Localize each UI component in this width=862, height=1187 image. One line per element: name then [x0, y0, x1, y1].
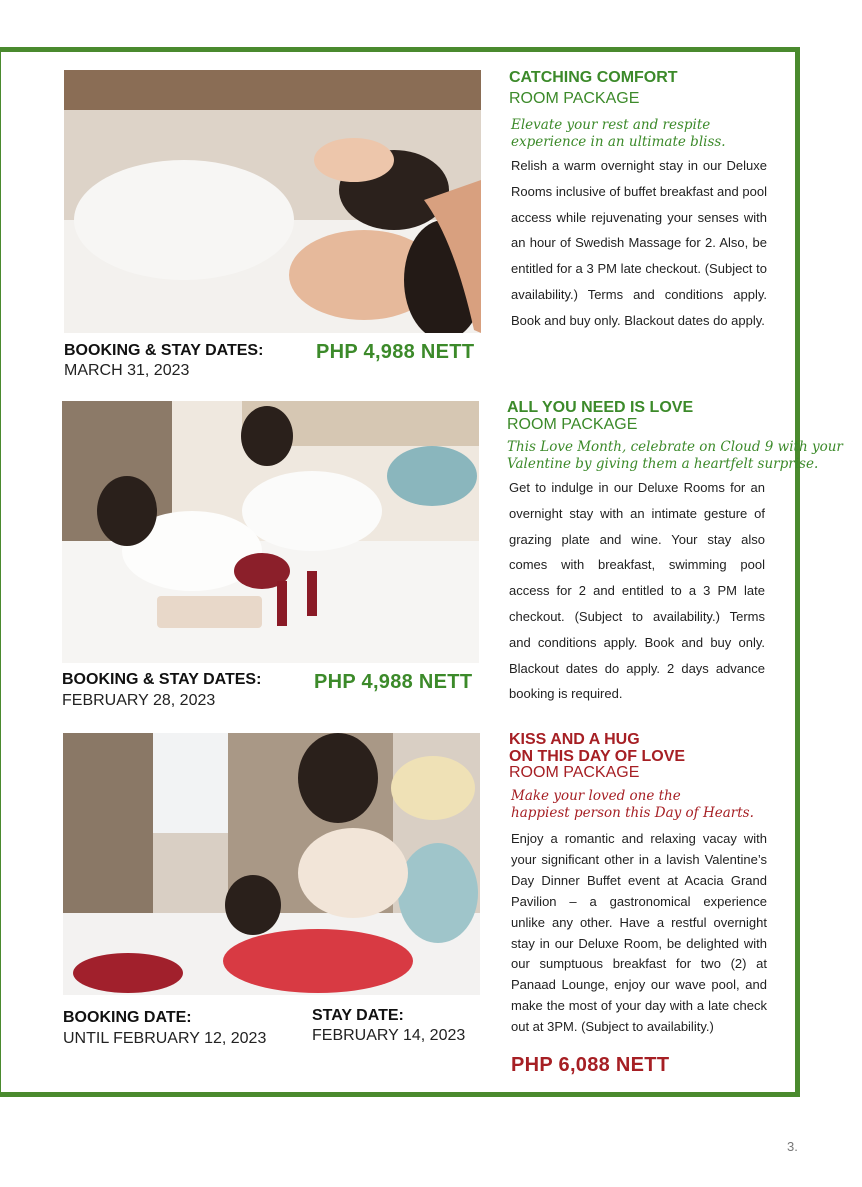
- package-1-subtitle: ROOM PACKAGE: [509, 90, 640, 107]
- package-2-dates-label: BOOKING & STAY DATES:: [62, 671, 262, 688]
- package-2-description: Get to indulge in our Deluxe Rooms for an overnight stay with an intimate gesture of grazing plate and wine. Your stay also comes with breakfast, swimming pool access for 2 and entitled to a 3 PM late checkout. (Subject to availability.) Terms and conditions apply. Book and buy only. Blackout dates do apply. 2 days advance booking is required.: [509, 480, 765, 702]
- couple-roses-bed-photo: [63, 733, 480, 995]
- package-1-description: Relish a warm overnight stay in our Deluxe Rooms inclusive of buffet breakfast and pool access while rejuvenating your senses with an hour of Swedish Massage for 2. Also, be entitled for a 3 PM late checkout. (Subject to availability.) Terms and conditions apply. Book and buy only. Blackout dates do apply.: [511, 158, 767, 328]
- package-1-dates-value: MARCH 31, 2023: [64, 362, 190, 379]
- package-3-stay-value: FEBRUARY 14, 2023: [312, 1027, 466, 1044]
- package-3-tagline: Make your loved one the happiest person this Day of Hearts.: [511, 788, 754, 821]
- package-3-title: KISS AND A HUG ON THIS DAY OF LOVE: [509, 731, 686, 765]
- package-3-subtitle: ROOM PACKAGE: [509, 764, 640, 781]
- package-2-dates-value: FEBRUARY 28, 2023: [62, 692, 216, 709]
- page-number: 3.: [787, 1139, 798, 1154]
- package-3-booking-value: UNTIL FEBRUARY 12, 2023: [63, 1030, 267, 1047]
- couple-wine-bed-photo: [62, 401, 479, 663]
- package-1-dates-label: BOOKING & STAY DATES:: [64, 342, 264, 359]
- package-2-price: PHP 4,988 NETT: [314, 671, 473, 693]
- package-3-price: PHP 6,088 NETT: [511, 1054, 670, 1076]
- package-2-tagline: This Love Month, celebrate on Cloud 9 with your Valentine by giving them a heartfelt surprise.: [507, 439, 843, 472]
- package-2-subtitle: ROOM PACKAGE: [507, 416, 638, 433]
- package-3-description: Enjoy a romantic and relaxing vacay with your significant other in a lavish Valentine’s Day Dinner Buffet event at Acacia Grand Pavilion – a gastronomical experience unlike any other. Have a restful overnight stay in our Deluxe Room, be delighted with our sumptuous breakfast for two (2) at Panaad Lounge, enjoy our wave pool, and make the most of your day with a late check out at 3PM. (Subject to availability.): [511, 831, 767, 1035]
- package-2-title: ALL YOU NEED IS LOVE: [507, 399, 694, 416]
- couple-massage-photo: [64, 70, 481, 333]
- package-1-title: CATCHING COMFORT: [509, 69, 678, 86]
- package-3-stay-label: STAY DATE:: [312, 1007, 404, 1024]
- package-3-booking-label: BOOKING DATE:: [63, 1009, 192, 1026]
- package-1-tagline: Elevate your rest and respite experience in an ultimate bliss.: [511, 117, 726, 150]
- package-1-price: PHP 4,988 NETT: [316, 341, 475, 363]
